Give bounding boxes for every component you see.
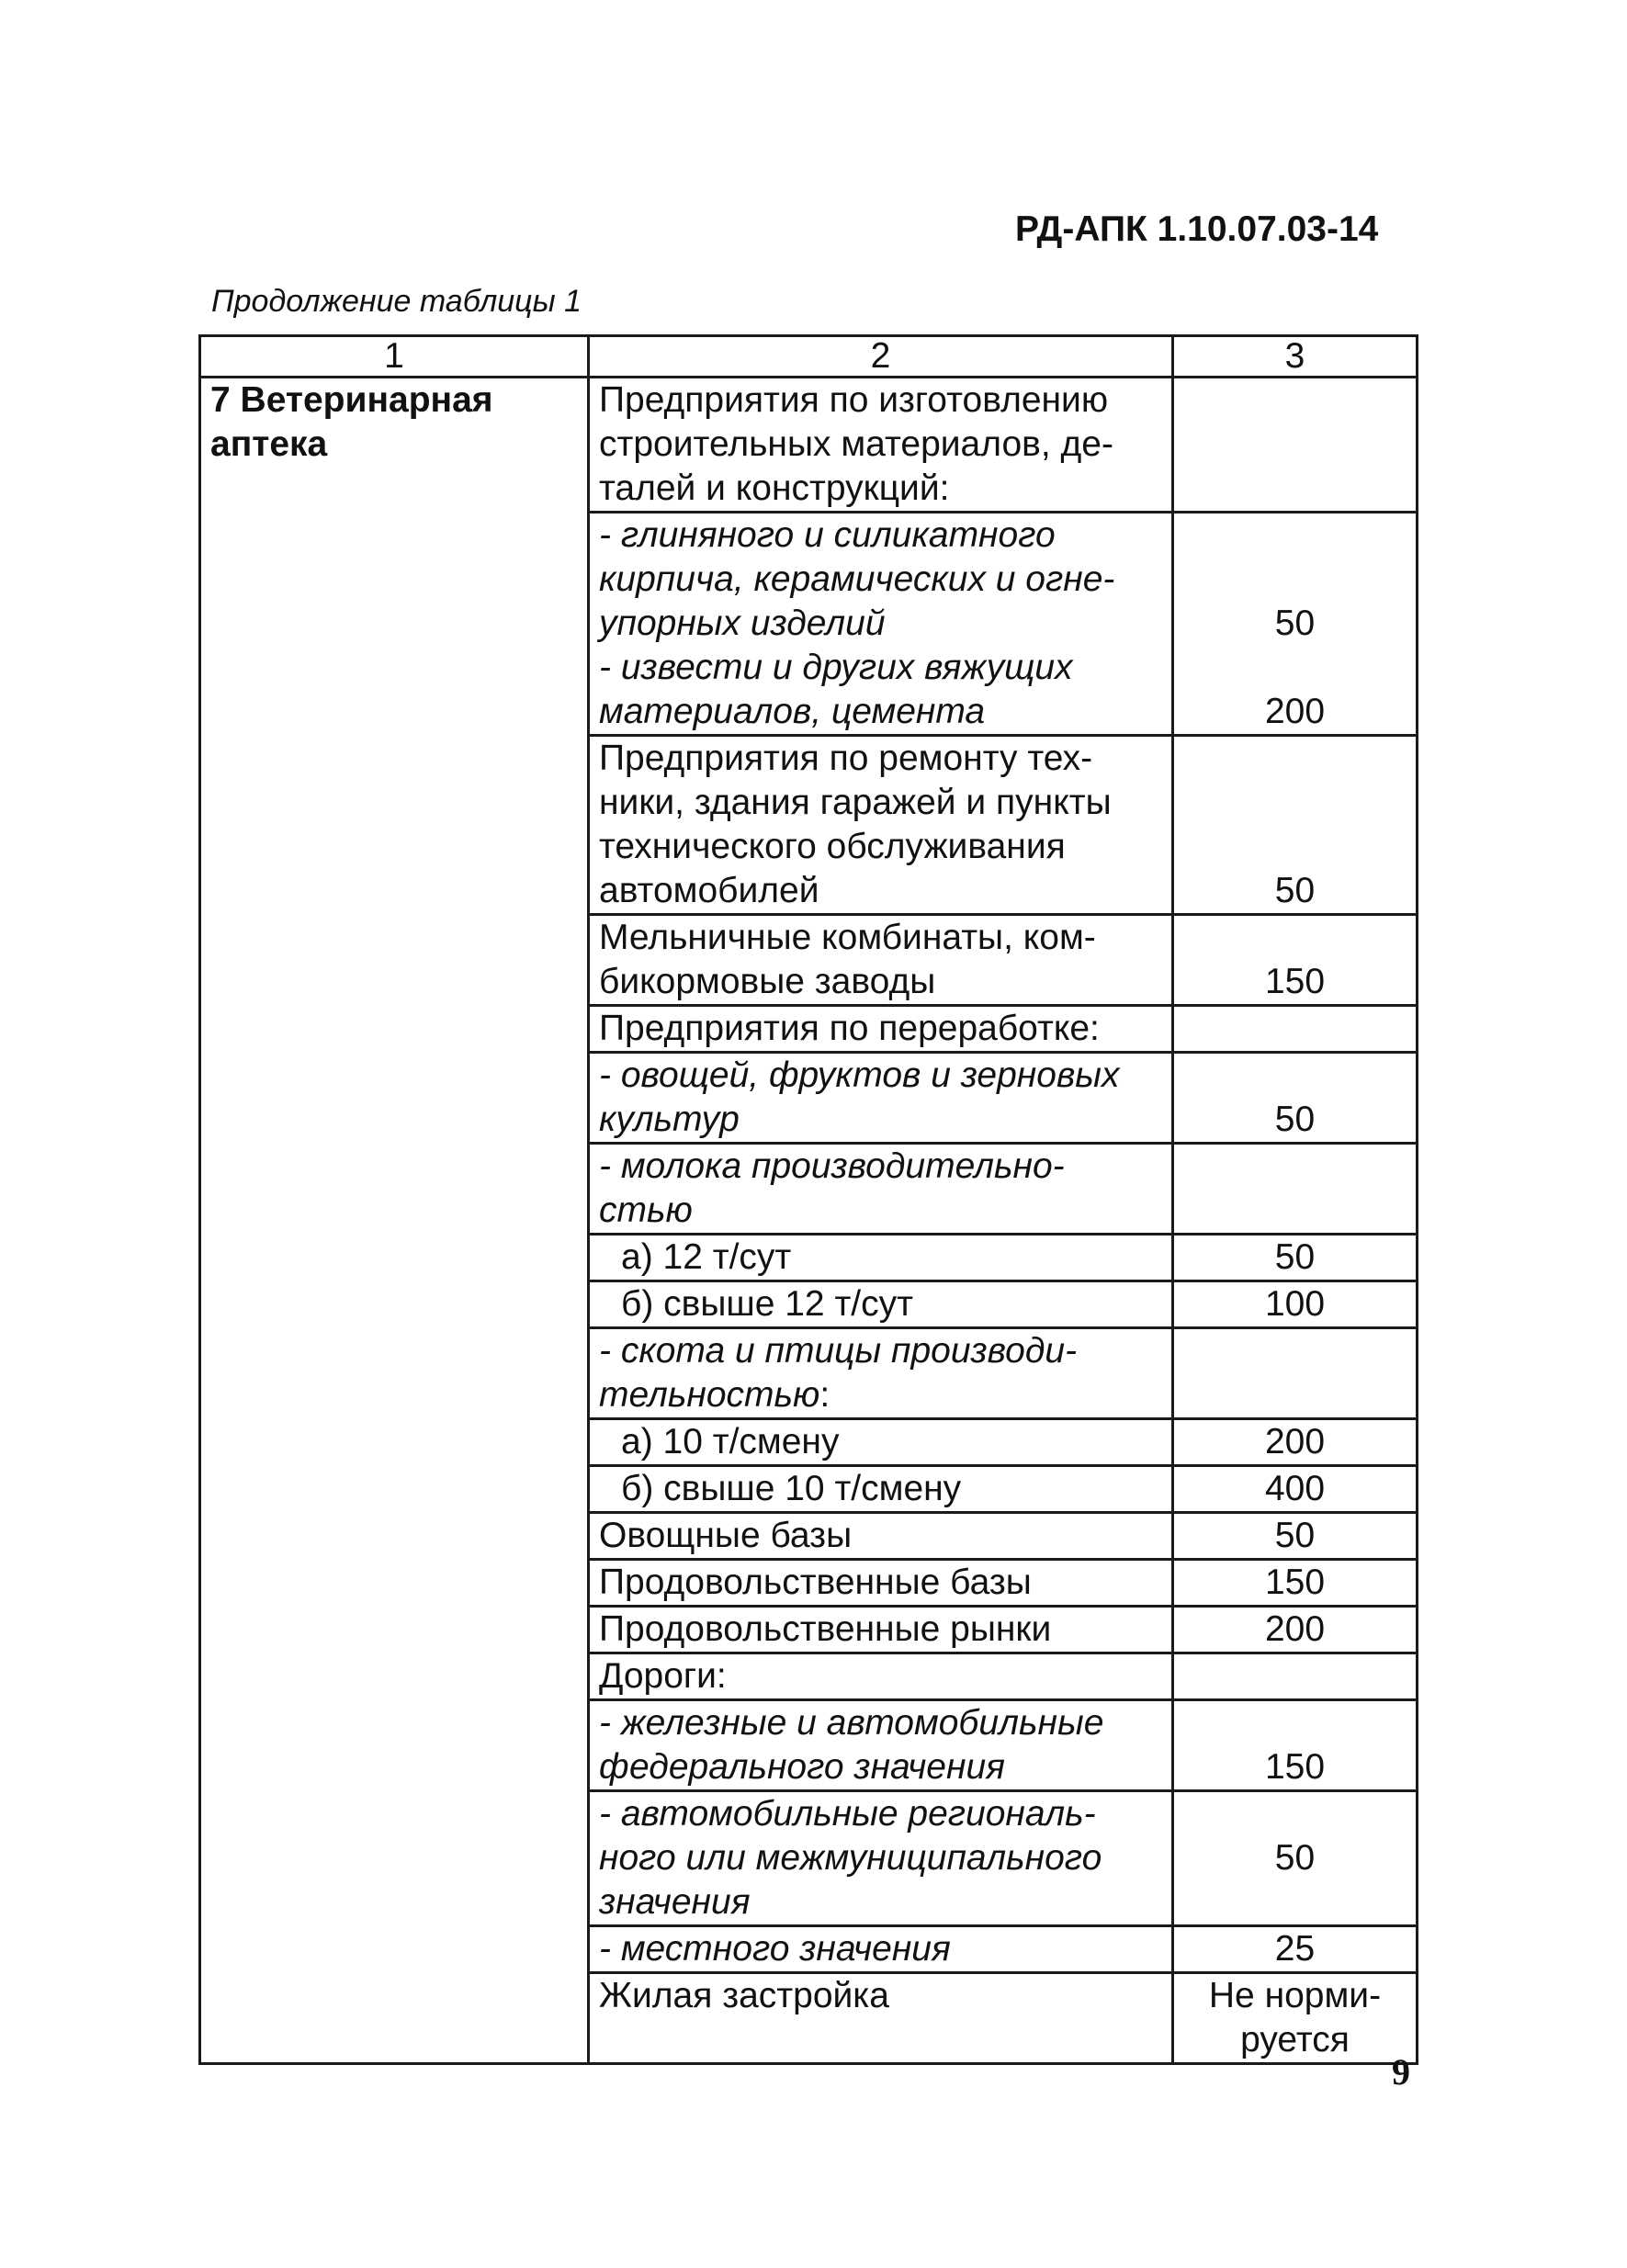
row-value: 50 200 <box>1173 513 1418 736</box>
row-label: Продовольственные базы <box>589 1560 1173 1607</box>
header-col-3: 3 <box>1173 336 1418 378</box>
row-label: Предприятия по переработке: <box>589 1006 1173 1053</box>
row-label: б) свыше 10 т/смену <box>589 1466 1173 1513</box>
row-value: 50 <box>1173 736 1418 915</box>
row-value: 150 <box>1173 1560 1418 1607</box>
category-cell: 7 Ветеринарная аптека <box>200 378 589 2064</box>
row-label: - местного значения <box>589 1926 1173 1973</box>
row-label-composite <box>589 1328 1173 1419</box>
page-number: 9 <box>1392 2051 1410 2093</box>
document-code: РД-АПК 1.10.07.03-14 <box>1015 209 1379 249</box>
row-value: 400 <box>1173 1466 1418 1513</box>
row-value: 25 <box>1173 1926 1418 1973</box>
header-col-2: 2 <box>589 336 1173 378</box>
row-value: 50 <box>1173 1235 1418 1281</box>
table-caption: Продолжение таблицы 1 <box>211 284 582 319</box>
data-table <box>198 334 1418 2065</box>
row-label: Предприятия по изготовлению строительных материалов, де- талей и конструкций: <box>589 378 1173 513</box>
table-row <box>200 378 1418 513</box>
row-label: - глиняного и силикатного кирпича, керамических и огне- упорных изделий - извести и других вяжущих материалов, цемента <box>589 513 1173 736</box>
row-label: - скота и птицы производи- тельностью <box>599 1331 1078 1415</box>
row-value <box>1173 378 1418 513</box>
row-value <box>1173 1144 1418 1235</box>
row-value <box>1173 1328 1418 1419</box>
row-label: Жилая застройка <box>589 1973 1173 2064</box>
row-label: Предприятия по ремонту тех- ники, здания гаражей и пункты технического обслуживания автомобилей <box>589 736 1173 915</box>
row-label: Мельничные комбинаты, ком- бикормовые заводы <box>589 915 1173 1006</box>
header-col-1: 1 <box>200 336 589 378</box>
row-value: 200 <box>1173 1419 1418 1466</box>
row-label: - молока производительно- стью <box>589 1144 1173 1235</box>
row-value <box>1173 1653 1418 1700</box>
row-label: а) 10 т/смену <box>589 1419 1173 1466</box>
row-value: 150 <box>1173 915 1418 1006</box>
row-value: 50 <box>1173 1791 1418 1926</box>
row-value: 150 <box>1173 1700 1418 1791</box>
row-label: Продовольственные рынки <box>589 1607 1173 1653</box>
row-value <box>1173 1006 1418 1053</box>
row-label: - овощей, фруктов и зерновых культур <box>589 1053 1173 1144</box>
row-value: Не норми- руется <box>1173 1973 1418 2064</box>
row-label-suffix: : <box>819 1375 830 1415</box>
table-header-row <box>200 336 1418 378</box>
row-label: б) свыше 12 т/сут <box>589 1281 1173 1328</box>
row-value: 100 <box>1173 1281 1418 1328</box>
row-value: 200 <box>1173 1607 1418 1653</box>
row-label: а) 12 т/сут <box>589 1235 1173 1281</box>
row-label: Овощные базы <box>589 1513 1173 1560</box>
row-label: Дороги: <box>589 1653 1173 1700</box>
row-label: - автомобильные региональ- ного или межмуниципального значения <box>589 1791 1173 1926</box>
row-value: 50 <box>1173 1513 1418 1560</box>
row-value: 50 <box>1173 1053 1418 1144</box>
row-label: - железные и автомобильные федерального значения <box>589 1700 1173 1791</box>
